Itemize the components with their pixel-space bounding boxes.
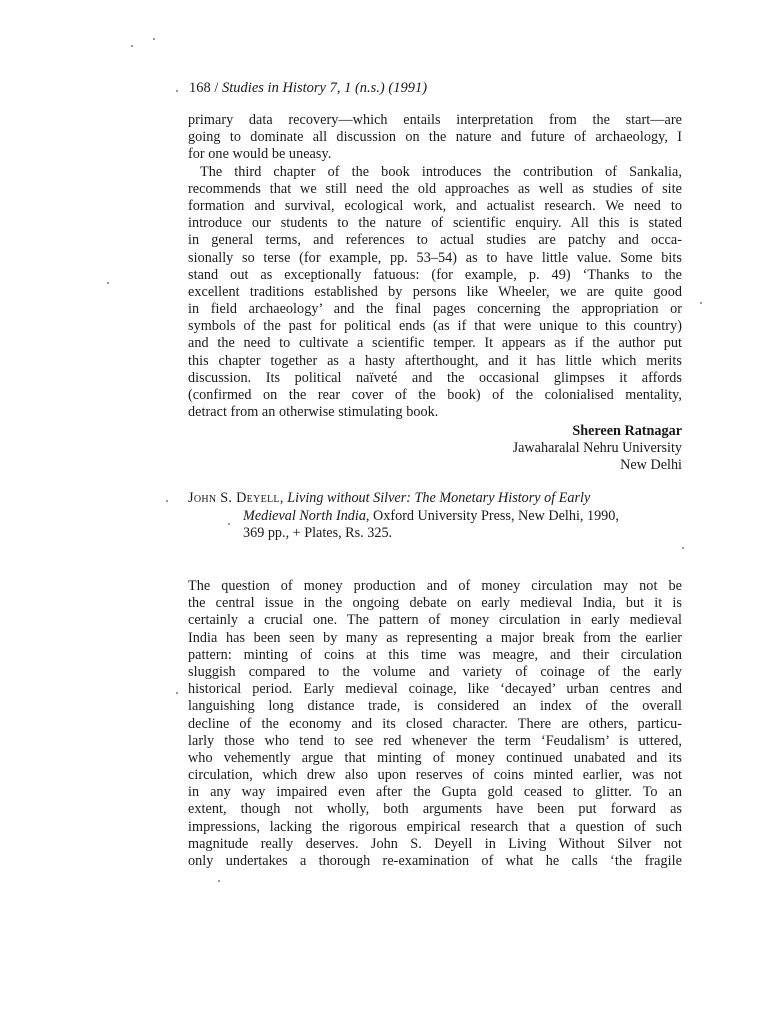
journal-title: Studies in History 7, 1 (n.s.) (1991) bbox=[222, 80, 428, 96]
text-line: symbols of the past for political ends (as if that were unique to this country) bbox=[188, 318, 682, 335]
running-header bbox=[189, 79, 689, 97]
text-line: magnitude really deserves. John S. Deyell in Living Without Silver not bbox=[188, 835, 682, 852]
scan-speck bbox=[682, 547, 684, 549]
text-line: only undertakes a thorough re-examination of what he calls ‘the fragile bbox=[188, 853, 682, 869]
book-title-part2: Medieval North India, bbox=[243, 507, 370, 524]
header-separator: / bbox=[210, 80, 223, 96]
text-line: formation and survival, ecological work, and actualist research. We need to bbox=[188, 197, 682, 214]
book-title-part1: Living without Silver: The Monetary History of Early bbox=[287, 490, 591, 506]
scan-speck bbox=[176, 90, 178, 92]
text-line: decline of the economy and its closed character. There are others, particu- bbox=[188, 715, 682, 732]
scan-speck bbox=[107, 282, 109, 284]
text-line: and the need to cultivate a scientific temper. It appears as if the author put bbox=[188, 335, 682, 352]
scan-speck bbox=[176, 692, 178, 694]
text-line: The question of money production and of money circulation may not be bbox=[188, 578, 682, 594]
text-line: India has been seen by many as representing a major break from the earlier bbox=[188, 629, 682, 646]
text-line: detract from an otherwise stimulating book. bbox=[188, 404, 439, 421]
reviewer-place: New Delhi bbox=[620, 456, 682, 473]
text-line: going to dominate all discussion on the nature and future of archaeology, I bbox=[188, 129, 682, 146]
text-line: historical period. Early medieval coinage, like ‘decayed’ urban centres and bbox=[188, 681, 682, 698]
text-line: recommends that we still need the old approaches as well as studies of site bbox=[188, 180, 682, 197]
text-line: for one would be uneasy. bbox=[188, 146, 332, 163]
text-line: The third chapter of the book introduces the contribution of Sankalia, bbox=[200, 163, 682, 180]
text-line: this chapter together as a hasty afterthought, and it has little which merits bbox=[188, 352, 682, 369]
reviewer-affiliation: Jawaharalal Nehru University bbox=[512, 439, 682, 456]
text-line: primary data recovery—which entails interpretation from the start—are bbox=[188, 112, 682, 128]
text-line: languishing long distance trade, is considered an index of the overall bbox=[188, 698, 682, 715]
text-line: sionally so terse (for example, pp. 53–54) as to have little value. Some bits bbox=[188, 249, 682, 266]
book-author: John S. Deyell, bbox=[188, 490, 284, 506]
reviewer-name: Shereen Ratnagar bbox=[572, 423, 682, 439]
scan-speck bbox=[153, 38, 155, 40]
text-line: sluggish compared to the volume and variety of coinage of the early bbox=[188, 663, 682, 680]
text-line: introduce our students to the nature of scientific enquiry. All this is stated bbox=[188, 215, 682, 232]
text-line: in general terms, and references to actual studies are patchy and occa- bbox=[188, 232, 682, 249]
page-number: 168 bbox=[189, 80, 211, 96]
review-2-body bbox=[188, 578, 682, 870]
scan-speck bbox=[131, 45, 133, 47]
text-line: stand out as exceptionally fatuous: (for example, p. 49) ‘Thanks to the bbox=[188, 266, 682, 283]
scan-speck bbox=[700, 302, 702, 304]
text-line: circulation, which drew also upon reserves of coins minted earlier, was not bbox=[188, 767, 682, 784]
text-line: the central issue in the ongoing debate on early medieval India, but it is bbox=[188, 595, 682, 612]
scan-speck bbox=[218, 880, 220, 882]
text-line: (confirmed on the rear cover of the book) of the colonialised mentality, bbox=[188, 387, 682, 403]
text-line: pattern: minting of coins at this time was meagre, and their circulation bbox=[188, 646, 682, 663]
scan-speck bbox=[166, 500, 168, 502]
citation-line bbox=[188, 490, 688, 508]
review-1-body bbox=[188, 112, 682, 421]
text-line: in field archaeology’ and the final pages concerning the appropriation or bbox=[188, 301, 682, 318]
text-line: discussion. Its political naïveté and the occasional glimpses it affords bbox=[188, 369, 682, 386]
book-citation bbox=[188, 490, 688, 543]
text-line: in any way impaired even after the Gupta gold ceased to glitter. To an bbox=[188, 784, 682, 801]
book-details: 369 pp., + Plates, Rs. 325. bbox=[243, 525, 393, 541]
text-line: extent, though not wholly, both arguments have been put forward as bbox=[188, 801, 682, 818]
text-line: certainly a crucial one. The pattern of money circulation in early medieval bbox=[188, 612, 682, 629]
text-line: who vehemently argue that minting of money continued unabated and its bbox=[188, 749, 682, 766]
citation-line bbox=[188, 508, 688, 526]
scan-speck bbox=[228, 523, 230, 525]
book-publisher: Oxford University Press, New Delhi, 1990, bbox=[369, 507, 619, 524]
reviewer-signature bbox=[513, 423, 682, 473]
text-line: larly those who tend to see red whenever the term ‘Feudalism’ is uttered, bbox=[188, 732, 682, 749]
text-line: excellent traditions established by persons like Wheeler, we are quite good bbox=[188, 283, 682, 300]
text-line: impressions, lacking the rigorous empirical research that a question of such bbox=[188, 818, 682, 835]
